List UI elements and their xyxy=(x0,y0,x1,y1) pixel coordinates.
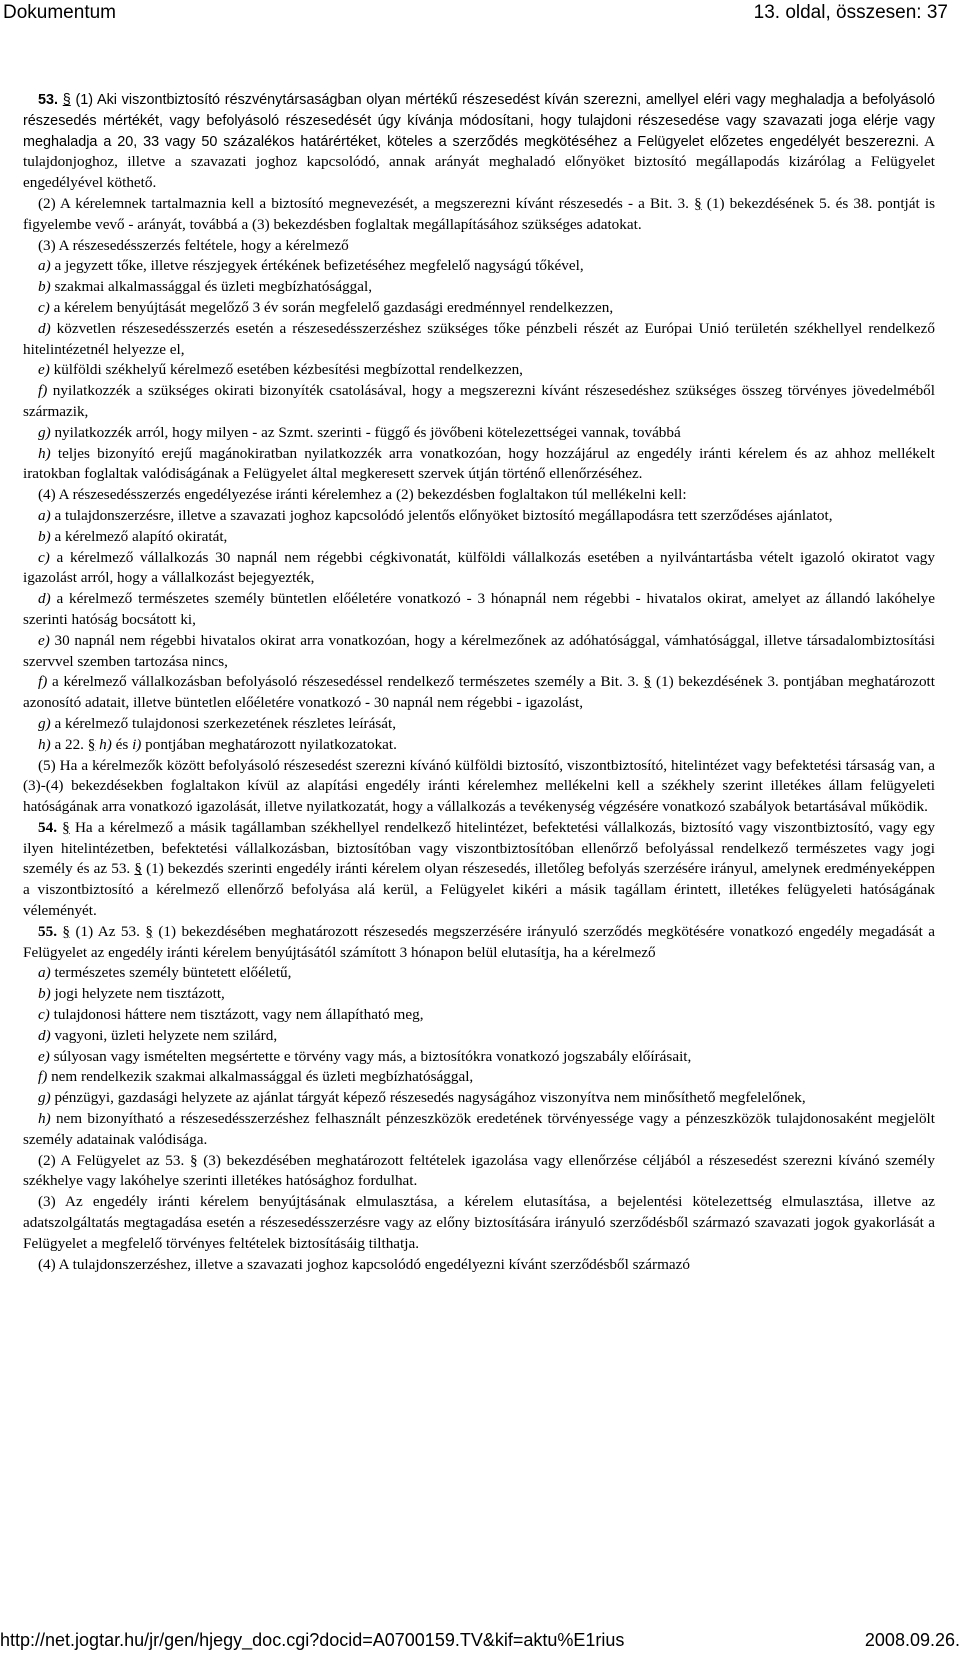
section-54: 54. § Ha a kérelmező a másik tagállamban székhellyel rendelkező hitelintézet, befektetési vállalkozás, biztosító vagy viszontbiztosító, vagy egy ilyen hitelintézetben, befektetési vállalkozásban, biztosítóban vagy viszontbiztosítóban ellenőrző befolyással rendelkező természetes vagy jogi személy és az 53. § (1) bekezdés szerinti engedély iránti kérelem olyan részesedés, illetőleg befolyás szerzésére irányul, amelynek eredményeképpen a viszontbiztosító a kérelmező ellenőrző befolyása alá kerül, a Felügyelet kikéri a másik tagállam érintett, illetékes felügyeleti hatóságának véleményét. xyxy=(23,818,935,920)
list-item-text: jogi helyzete nem tisztázott, xyxy=(50,985,225,1003)
list-item xyxy=(23,527,935,548)
list-item xyxy=(23,319,935,361)
list-item-label: b) xyxy=(38,985,51,1003)
list-item xyxy=(23,256,935,277)
list-item-text: a kérelmező vállalkozás 30 napnál nem régebbi cégkivonatát, külföldi vállalkozás esetében a nyilvántartásba vételt igazoló okiratot vagy igazolást arról, hogy a vállalkozást bejegyezték, xyxy=(23,548,935,587)
page-footer xyxy=(0,1627,960,1654)
section-55-paragraph-3: (3) Az engedély iránti kérelem benyújtásának elmulasztása, a kérelem elutasítása, a bejelentési kötelezettség elmulasztása, illetve az adatszolgáltatás megtagadása esetén a részesedésszerzésre vagy az előny biztosítására irányuló szerződésből származó szavazati jogok gyakorlását a Felügyelet a megfelelő törvényes feltételek biztosításáig tilthatja. xyxy=(23,1193,935,1252)
list-item xyxy=(23,963,935,984)
list-item-text: vagyoni, üzleti helyzete nem szilárd, xyxy=(50,1026,278,1044)
section-sign-link[interactable]: § xyxy=(643,673,652,691)
section-55-paragraph-4: (4) A tulajdonszerzéshez, illetve a szavazati joghoz kapcsolódó engedélyezni kívánt szerződésből származó xyxy=(38,1255,690,1273)
list-item xyxy=(23,277,935,298)
section-sign-link[interactable]: § xyxy=(87,735,96,753)
paragraph-3-list xyxy=(23,256,935,485)
section-53-paragraph-2: (2) A kérelemnek tartalmaznia kell a biztosító megnevezését, a megszerezni kívánt részesedés - a Bit. 3. § (1) bekezdésének 5. és 38. pontját is figyelembe vevő - arányát, továbbá a (3) bekezdésben foglaltak megállapításához szükséges adatokat. xyxy=(23,194,935,233)
list-item xyxy=(23,381,935,423)
section-sign-link[interactable]: § xyxy=(694,194,702,212)
list-item-text: tulajdonosi háttere nem tisztázott, vagy nem állapítható meg, xyxy=(49,1006,424,1024)
section-55-paragraph-2: (2) A Felügyelet az 53. § (3) bekezdésében meghatározott feltételek igazolása vagy ellenőrzése céljából a részesedést szerezni kívánó személy székhelye vagy lakóhelye szerinti illetékes hatósághoz fordulhat. xyxy=(23,1151,935,1190)
list-item-text: közvetlen részesedésszerzés esetén a részesedésszerzéshez szükséges tőke pénzbeli részét az Európai Unió területén székhellyel rendelkező hitelintézetnél helyezze el, xyxy=(23,319,935,358)
list-item xyxy=(23,1109,935,1151)
section-sign-link[interactable]: § xyxy=(62,818,70,836)
section-sign-link[interactable]: § xyxy=(145,922,153,940)
list-item-text: nyilatkozzék a szükséges okirati bizonyíték csatolásával, hogy a megszerezni kívánt részesedéshez szükséges összeg törvényes jövedelméből származik, xyxy=(23,382,935,420)
list-item-text: nem bizonyítható a részesedésszerzéshez felhasznált pénzeszközök eredetének törvényessége vagy a pénzeszközök tulajdonosaként megjelölt személy adatainak valódisága. xyxy=(23,1110,935,1148)
list-item-text: természetes személy büntetett előéletű, xyxy=(50,964,292,982)
list-item xyxy=(23,984,935,1005)
page-header xyxy=(0,0,960,30)
list-item-label: d) xyxy=(38,1026,51,1044)
section-53-paragraph-3-intro: (3) A részesedésszerzés feltétele, hogy a kérelmező xyxy=(38,236,349,254)
list-item xyxy=(23,1047,935,1068)
section-53-paragraph-5: (5) Ha a kérelmezők között befolyásoló részesedést szerezni kívánó külföldi biztosító, viszontbiztosító, hitelintézet vagy befektetési társaság van, a (3)-(4) bekezdésekben foglaltakon kívül az alapítási engedély iránti kérelemhez mellékelni kell a székhely szerint illetékes állam felügyeleti hatóságának arra vonatkozó igazolását, illetve nyilatkozatát, hogy a vállalkozás a tevékenység végzésére vonatkozó szabályok betartásával működik. xyxy=(23,756,935,816)
list-item xyxy=(23,548,935,590)
list-item-label: e) xyxy=(38,361,50,379)
print-date: 2008.09.26. xyxy=(864,1630,960,1650)
section-53-paragraph-4-intro: (4) A részesedésszerzés engedélyezése iránti kérelemhez a (2) bekezdésben foglaltakon túl mellékelni kell: xyxy=(38,486,687,504)
list-item-label: a) xyxy=(38,964,51,982)
list-item-label: c) xyxy=(38,548,50,566)
list-item-text: nyilatkozzék arról, hogy milyen - az Szmt. szerinti - függő és jövőbeni kötelezettségei vannak, továbbá xyxy=(50,423,681,441)
list-item xyxy=(23,1005,935,1026)
list-item xyxy=(23,444,935,486)
list-item xyxy=(23,589,935,631)
section-53-paragraph-1: 53. § (1) Aki viszontbiztosító részvénytársaságban olyan mértékű részesedést kíván szerezni, amellyel eléri vagy meghaladja a befolyásoló részesedés mértékét, vagy befolyásoló részesedését úgy kívánja módosítani, hogy tulajdoni részesedése vagy szavazati joga elérje vagy meghaladja a 20, 33 vagy 50 százalékos határértéket, köteles a szerződés megkötéséhez a Felügyelet előzetes engedélyét beszerezni. A tulajdonjoghoz, illetve a szavazati joghoz kapcsolódó, annak arányát meghaladó előnyöket biztosító megállapodás kizárólag a Felügyelet engedélyével köthető. xyxy=(23,92,935,192)
list-item xyxy=(23,423,935,444)
list-item: h) a 22. § h) és i) pontjában meghatározott nyilatkozatokat. xyxy=(38,735,397,753)
section-number: 54. xyxy=(38,818,57,836)
list-item-text: szakmai alkalmassággal és üzleti megbízhatósággal, xyxy=(50,278,373,296)
list-item-text: a jegyzett tőke, illetve részjegyek értékének befizetéséhez megfelelő nagyságú tőkével, xyxy=(50,257,584,275)
list-item-text: 30 napnál nem régebbi hivatalos okirat arra vonatkozóan, hogy a kérelmezőnek az adóhatósággal, vámhatósággal, illetve társadalombiztosítási szervvel szemben tartozása nincs, xyxy=(23,631,935,670)
list-item: f) a kérelmező vállalkozásban befolyásoló részesedéssel rendelkező természetes személy a Bit. 3. § (1) bekezdésének 3. pontjában meghatározott azonosító adatait, illetve büntetlen előéletére vonatkozó - 30 napnál nem régebbi - igazolást, xyxy=(23,673,936,712)
page-indicator: 13. oldal, összesen: 37 xyxy=(753,2,948,23)
list-item-label: e) xyxy=(38,1047,50,1065)
list-item: g) a kérelmező tulajdonosi szerkezetének részletes leírását, xyxy=(38,714,397,732)
list-item-label: f) xyxy=(38,1068,48,1086)
list-item-label: f) xyxy=(38,382,48,400)
source-url[interactable]: http://net.jogtar.hu/jr/gen/hjegy_doc.cgi?docid=A0700159.TV&kif=aktu%E1rius xyxy=(0,1630,625,1650)
list-item xyxy=(23,360,935,381)
list-item-label: g) xyxy=(38,423,51,441)
document-body xyxy=(23,90,935,1275)
list-item-label: c) xyxy=(38,1006,50,1024)
list-item-text: a tulajdonszerzésre, illetve a szavazati joghoz kapcsolódó jelentős előnyöket biztosító megállapodásra tett szerződéses ajánlatot, xyxy=(50,506,833,524)
section-sign-link[interactable]: § xyxy=(62,922,71,940)
list-item-label: d) xyxy=(38,319,51,337)
list-item-label: a) xyxy=(38,506,51,524)
section-55-list xyxy=(23,963,935,1150)
paragraph-4-list xyxy=(23,506,935,672)
list-item-text: a kérelem benyújtását megelőző 3 év során megfelelő gazdasági eredménnyel rendelkezzen, xyxy=(49,298,614,316)
list-item xyxy=(23,1067,935,1088)
list-item xyxy=(23,1088,935,1109)
list-item xyxy=(23,1026,935,1047)
section-sign-link[interactable]: § xyxy=(189,1151,198,1169)
list-item-label: d) xyxy=(38,590,51,608)
list-item-label: g) xyxy=(38,1089,51,1107)
list-item-text: a kérelmező természetes személy büntetlen előéletére vonatkozó - 3 hónapnál nem régebbi - hivatalos okirat, amelyet az állandó lakóhelye szerinti hatóság bocsátott ki, xyxy=(23,590,935,628)
list-item-text: teljes bizonyító erejű magánokiratban nyilatkozzék arra vonatkozóan, hogy hozzájárul az engedély iránti kérelem és az ahhoz mellékelt iratokban foglaltak valódiságának a Felügyelet által megkeresett szervek útján történő ellenőrzéséhez. xyxy=(23,444,935,483)
list-item-text: külföldi székhelyű kérelmező esetében kézbesítési megbízottal rendelkezzen, xyxy=(49,361,523,379)
document-title: Dokumentum xyxy=(3,2,116,23)
list-item-text: súlyosan vagy ismételten megsértette e törvény vagy más, a biztosítókra vonatkozó jogszabály előírásait, xyxy=(49,1047,692,1065)
list-item-label: e) xyxy=(38,631,50,649)
list-item-label: b) xyxy=(38,278,51,296)
list-item xyxy=(23,506,935,527)
section-55-paragraph-1: 55. § (1) Az 53. § (1) bekezdésében meghatározott részesedés megszerzésére irányuló szerződés megkötésére vonatkozó engedély megadását a Felügyelet az engedély iránti kérelem benyújtásától számított 3 hónapon belül elutasítja, ha a kérelmező xyxy=(23,922,935,961)
section-number: 53. xyxy=(38,92,59,108)
list-item-text: pénzügyi, gazdasági helyzete az ajánlat tárgyát képező részesedés nagyságához viszonyítva nem minősíthető megfelelőnek, xyxy=(50,1089,806,1107)
list-item-label: a) xyxy=(38,257,51,275)
section-number: 55. xyxy=(38,922,57,940)
list-item-text: a kérelmező alapító okiratát, xyxy=(50,527,228,545)
list-item xyxy=(23,298,935,319)
section-sign-link[interactable]: § xyxy=(62,92,71,108)
list-item-label: h) xyxy=(38,1110,51,1128)
list-item xyxy=(23,631,935,673)
list-item-label: b) xyxy=(38,527,51,545)
section-sign-link[interactable]: § xyxy=(134,860,142,878)
list-item-text: nem rendelkezik szakmai alkalmassággal és üzleti megbízhatósággal, xyxy=(47,1068,474,1086)
list-item-label: c) xyxy=(38,298,50,316)
list-item-label: h) xyxy=(38,444,51,462)
